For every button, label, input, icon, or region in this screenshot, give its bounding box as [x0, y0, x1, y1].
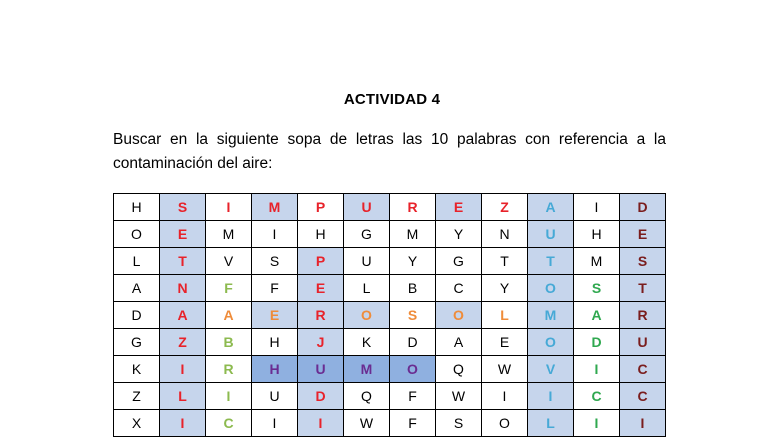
- grid-cell: T: [482, 248, 528, 275]
- grid-cell: A: [574, 302, 620, 329]
- grid-cell: F: [252, 275, 298, 302]
- grid-cell: W: [482, 356, 528, 383]
- instructions-text: Buscar en la siguiente sopa de letras las 10 palabras con referencia a la contaminación del aire:: [113, 131, 666, 172]
- grid-cell: I: [574, 410, 620, 437]
- grid-cell: A: [114, 275, 160, 302]
- grid-cell: S: [390, 302, 436, 329]
- word-search-grid: [113, 193, 666, 437]
- grid-cell: E: [252, 302, 298, 329]
- grid-cell: M: [344, 356, 390, 383]
- grid-cell: Y: [390, 248, 436, 275]
- grid-cell: C: [206, 410, 252, 437]
- grid-cell: R: [298, 302, 344, 329]
- grid-cell: E: [436, 194, 482, 221]
- grid-cell: M: [574, 248, 620, 275]
- grid-cell: C: [620, 383, 666, 410]
- word-search-grid-body: [114, 194, 666, 437]
- activity-title: ACTIVIDAD 4: [343, 91, 441, 108]
- grid-cell: R: [206, 356, 252, 383]
- grid-cell: B: [206, 329, 252, 356]
- grid-cell: U: [252, 383, 298, 410]
- grid-cell: O: [528, 329, 574, 356]
- grid-cell: S: [436, 410, 482, 437]
- grid-cell: T: [620, 275, 666, 302]
- grid-cell: O: [114, 221, 160, 248]
- grid-cell: W: [436, 383, 482, 410]
- grid-cell: I: [206, 194, 252, 221]
- grid-cell: D: [574, 329, 620, 356]
- grid-cell: B: [390, 275, 436, 302]
- grid-cell: U: [344, 248, 390, 275]
- grid-cell: M: [528, 302, 574, 329]
- grid-cell: M: [252, 194, 298, 221]
- grid-row: [114, 356, 666, 383]
- grid-cell: U: [298, 356, 344, 383]
- grid-cell: L: [482, 302, 528, 329]
- grid-cell: O: [528, 275, 574, 302]
- grid-cell: I: [252, 410, 298, 437]
- grid-cell: E: [620, 221, 666, 248]
- grid-cell: I: [298, 410, 344, 437]
- grid-cell: G: [344, 221, 390, 248]
- grid-cell: L: [160, 383, 206, 410]
- grid-cell: C: [620, 356, 666, 383]
- grid-row: [114, 221, 666, 248]
- grid-cell: C: [574, 383, 620, 410]
- grid-row: [114, 194, 666, 221]
- grid-cell: J: [298, 329, 344, 356]
- grid-cell: W: [344, 410, 390, 437]
- grid-cell: H: [574, 221, 620, 248]
- grid-cell: O: [436, 302, 482, 329]
- grid-cell: P: [298, 248, 344, 275]
- grid-cell: I: [160, 410, 206, 437]
- grid-cell: I: [482, 383, 528, 410]
- grid-cell: X: [114, 410, 160, 437]
- grid-cell: I: [528, 383, 574, 410]
- grid-cell: Q: [436, 356, 482, 383]
- grid-cell: I: [206, 383, 252, 410]
- grid-cell: D: [114, 302, 160, 329]
- grid-cell: H: [252, 356, 298, 383]
- grid-cell: V: [206, 248, 252, 275]
- grid-cell: D: [390, 329, 436, 356]
- grid-row: [114, 329, 666, 356]
- grid-cell: C: [436, 275, 482, 302]
- grid-row: [114, 410, 666, 437]
- grid-cell: O: [482, 410, 528, 437]
- grid-row: [114, 275, 666, 302]
- grid-cell: I: [620, 410, 666, 437]
- grid-cell: V: [528, 356, 574, 383]
- grid-cell: S: [620, 248, 666, 275]
- grid-cell: S: [252, 248, 298, 275]
- grid-cell: L: [344, 275, 390, 302]
- grid-cell: O: [344, 302, 390, 329]
- grid-row: [114, 302, 666, 329]
- grid-cell: H: [114, 194, 160, 221]
- grid-cell: M: [206, 221, 252, 248]
- grid-cell: T: [528, 248, 574, 275]
- grid-cell: H: [298, 221, 344, 248]
- grid-cell: I: [160, 356, 206, 383]
- grid-cell: Q: [344, 383, 390, 410]
- grid-cell: R: [620, 302, 666, 329]
- grid-row: [114, 248, 666, 275]
- grid-cell: H: [252, 329, 298, 356]
- grid-cell: Y: [482, 275, 528, 302]
- grid-cell: A: [206, 302, 252, 329]
- grid-cell: U: [528, 221, 574, 248]
- grid-cell: A: [436, 329, 482, 356]
- grid-cell: N: [482, 221, 528, 248]
- grid-cell: D: [298, 383, 344, 410]
- grid-cell: E: [298, 275, 344, 302]
- grid-cell: P: [298, 194, 344, 221]
- grid-cell: R: [390, 194, 436, 221]
- grid-cell: D: [620, 194, 666, 221]
- grid-cell: Z: [114, 383, 160, 410]
- grid-cell: O: [390, 356, 436, 383]
- grid-cell: Z: [160, 329, 206, 356]
- grid-cell: G: [114, 329, 160, 356]
- grid-cell: M: [390, 221, 436, 248]
- grid-cell: A: [528, 194, 574, 221]
- grid-cell: L: [114, 248, 160, 275]
- grid-cell: S: [160, 194, 206, 221]
- grid-cell: G: [436, 248, 482, 275]
- grid-cell: F: [390, 410, 436, 437]
- grid-cell: F: [206, 275, 252, 302]
- grid-cell: Z: [482, 194, 528, 221]
- grid-cell: F: [390, 383, 436, 410]
- grid-cell: K: [114, 356, 160, 383]
- grid-cell: I: [252, 221, 298, 248]
- grid-cell: I: [574, 356, 620, 383]
- grid-cell: U: [344, 194, 390, 221]
- grid-cell: E: [482, 329, 528, 356]
- grid-cell: L: [528, 410, 574, 437]
- grid-cell: S: [574, 275, 620, 302]
- grid-cell: U: [620, 329, 666, 356]
- grid-row: [114, 383, 666, 410]
- grid-cell: E: [160, 221, 206, 248]
- grid-cell: K: [344, 329, 390, 356]
- grid-cell: T: [160, 248, 206, 275]
- grid-cell: A: [160, 302, 206, 329]
- grid-cell: I: [574, 194, 620, 221]
- grid-cell: Y: [436, 221, 482, 248]
- grid-cell: N: [160, 275, 206, 302]
